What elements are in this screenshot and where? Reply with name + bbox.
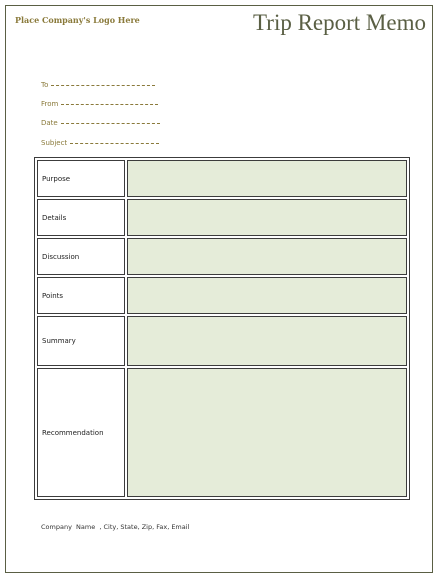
discussion-label: Discussion xyxy=(37,238,125,275)
table-row-discussion xyxy=(37,238,407,275)
field-to-label: To xyxy=(41,81,49,89)
table-row-points xyxy=(37,277,407,314)
field-subject-label: Subject xyxy=(41,139,68,147)
field-subject-line[interactable] xyxy=(70,143,159,144)
page-title: Trip Report Memo xyxy=(253,10,426,35)
table-row-summary xyxy=(37,316,407,366)
field-date-label: Date xyxy=(41,119,58,127)
details-label: Details xyxy=(37,199,125,236)
recommendation-field[interactable] xyxy=(127,368,407,497)
points-label: Points xyxy=(37,277,125,314)
report-table xyxy=(34,157,410,500)
field-to-line[interactable] xyxy=(51,85,155,86)
field-from-line[interactable] xyxy=(61,104,158,105)
summary-field[interactable] xyxy=(127,316,407,366)
purpose-field[interactable] xyxy=(127,160,407,197)
details-field[interactable] xyxy=(127,199,407,236)
field-date xyxy=(41,118,160,128)
summary-label: Summary xyxy=(37,316,125,366)
recommendation-label: Recommendation xyxy=(37,368,125,497)
purpose-label: Purpose xyxy=(37,160,125,197)
field-from xyxy=(41,99,158,109)
points-field[interactable] xyxy=(127,277,407,314)
table-row-purpose xyxy=(37,160,407,197)
field-subject xyxy=(41,138,159,148)
discussion-field[interactable] xyxy=(127,238,407,275)
table-row-details xyxy=(37,199,407,236)
field-to xyxy=(41,80,155,90)
logo-placeholder: Place Company's Logo Here xyxy=(15,15,140,25)
table-row-recommendation xyxy=(37,368,407,497)
field-from-label: From xyxy=(41,100,59,108)
footer-address: Company Name , City, State, Zip, Fax, Email xyxy=(41,523,190,531)
field-date-line[interactable] xyxy=(61,123,160,124)
